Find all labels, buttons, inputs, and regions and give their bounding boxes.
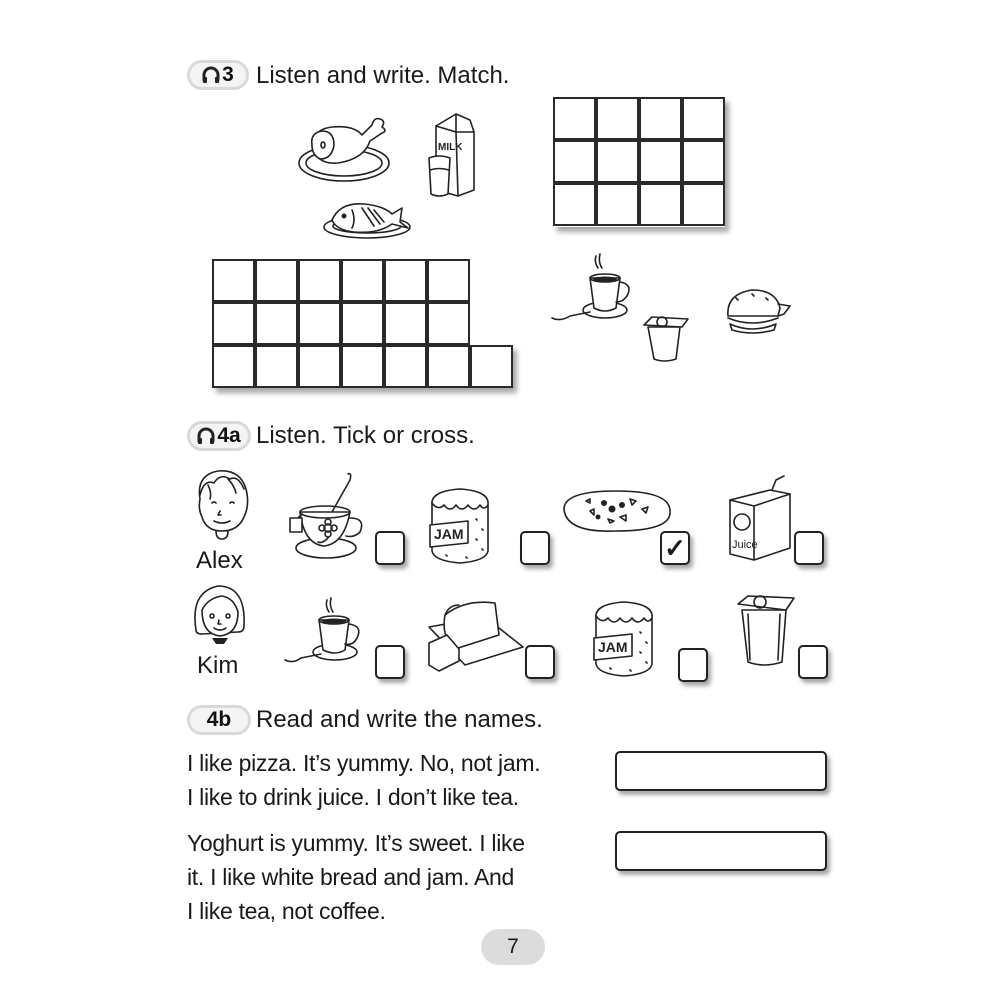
grid-cell[interactable] (212, 302, 255, 345)
yoghurt-picture (736, 594, 798, 670)
grid-cell[interactable] (384, 302, 427, 345)
grid-cell[interactable] (212, 259, 255, 302)
grid-cell[interactable] (682, 183, 725, 226)
grid-cell[interactable] (427, 302, 470, 345)
tick-box-kim-bread[interactable] (525, 645, 555, 679)
exercise-4a-instruction: Listen. Tick or cross. (256, 422, 475, 449)
grid-cell[interactable] (682, 140, 725, 183)
grid-cell[interactable] (298, 345, 341, 388)
alex-avatar (190, 465, 254, 545)
grid-cell[interactable] (298, 302, 341, 345)
exercise-4b-instruction: Read and write the names. (256, 706, 543, 733)
jam-picture (590, 598, 660, 678)
grid-cell[interactable] (212, 345, 255, 388)
tick-box-alex-jam[interactable] (520, 531, 550, 565)
grid-cell[interactable] (255, 302, 298, 345)
text-line: I like to drink juice. I don’t like tea. (187, 784, 519, 810)
svg-text:JAM: JAM (434, 526, 464, 542)
grid-cell[interactable] (384, 345, 427, 388)
tick-box-kim-jam[interactable] (678, 648, 708, 682)
grid-cell[interactable] (427, 345, 470, 388)
answer-box-1[interactable] (615, 751, 827, 791)
grid-cell[interactable] (596, 97, 639, 140)
tick-box-kim-yoghurt[interactable] (798, 645, 828, 679)
grid-cell[interactable] (427, 259, 470, 302)
tea-picture (288, 472, 370, 562)
grid-cell[interactable] (298, 259, 341, 302)
grid-cell[interactable] (341, 302, 384, 345)
svg-text:Juice: Juice (732, 539, 758, 551)
exercise-number: 4b (206, 708, 232, 731)
exercise-3-instruction: Listen and write. Match. (256, 62, 510, 89)
student-name: Alex (196, 547, 243, 574)
text-line: I like tea, not coffee. (187, 898, 386, 924)
text-line: Yoghurt is yummy. It’s sweet. I like (187, 830, 525, 856)
grid-cell[interactable] (596, 140, 639, 183)
crossword-grid-a (553, 97, 725, 227)
grid-cell[interactable] (639, 140, 682, 183)
grid-cell[interactable] (384, 259, 427, 302)
grid-cell[interactable] (639, 97, 682, 140)
tick-box-alex-tea[interactable] (375, 531, 405, 565)
headphones-icon (197, 427, 215, 445)
student-name: Kim (197, 652, 239, 679)
grid-cell[interactable] (341, 259, 384, 302)
grid-cell[interactable] (553, 183, 596, 226)
exercise-4a-badge (187, 421, 251, 451)
grid-cell[interactable] (553, 97, 596, 140)
crossword-grid-b (212, 259, 513, 388)
jam-picture (426, 485, 496, 565)
kim-avatar (188, 582, 252, 650)
hamburger-picture (722, 288, 794, 336)
text-line: it. I like white bread and jam. And (187, 864, 515, 890)
pizza-picture (560, 487, 675, 537)
tick-box-alex-pizza[interactable]: ✓ (660, 531, 690, 565)
reading-text-1 (187, 746, 540, 814)
chicken-leg-picture (298, 115, 393, 185)
grid-cell[interactable] (682, 97, 725, 140)
answer-box-2[interactable] (615, 831, 827, 871)
headphones-icon (202, 66, 220, 84)
reading-text-2 (187, 826, 525, 928)
svg-text:MILK: MILK (438, 142, 463, 153)
grid-cell[interactable] (470, 345, 513, 388)
milk-picture (426, 110, 481, 198)
fish-picture (322, 192, 412, 242)
tick-box-kim-coffee[interactable] (375, 645, 405, 679)
exercise-number: 4a (217, 424, 241, 447)
svg-text:JAM: JAM (598, 639, 628, 655)
text-line: I like pizza. It’s yummy. No, not jam. (187, 750, 541, 776)
grid-cell[interactable] (553, 140, 596, 183)
coffee-picture (550, 252, 635, 327)
grid-cell[interactable] (255, 259, 298, 302)
juice-picture (726, 472, 798, 564)
exercise-3-badge (187, 60, 249, 90)
yoghurt-picture (642, 315, 692, 365)
grid-cell[interactable] (639, 183, 682, 226)
coffee-picture (283, 598, 365, 668)
grid-cell[interactable] (341, 345, 384, 388)
grid-cell[interactable] (255, 345, 298, 388)
page-number: 7 (481, 929, 545, 965)
exercise-4b-badge (187, 705, 251, 735)
bread-picture (425, 597, 525, 677)
tick-box-alex-juice[interactable] (794, 531, 824, 565)
exercise-number: 3 (222, 63, 234, 86)
grid-cell[interactable] (596, 183, 639, 226)
